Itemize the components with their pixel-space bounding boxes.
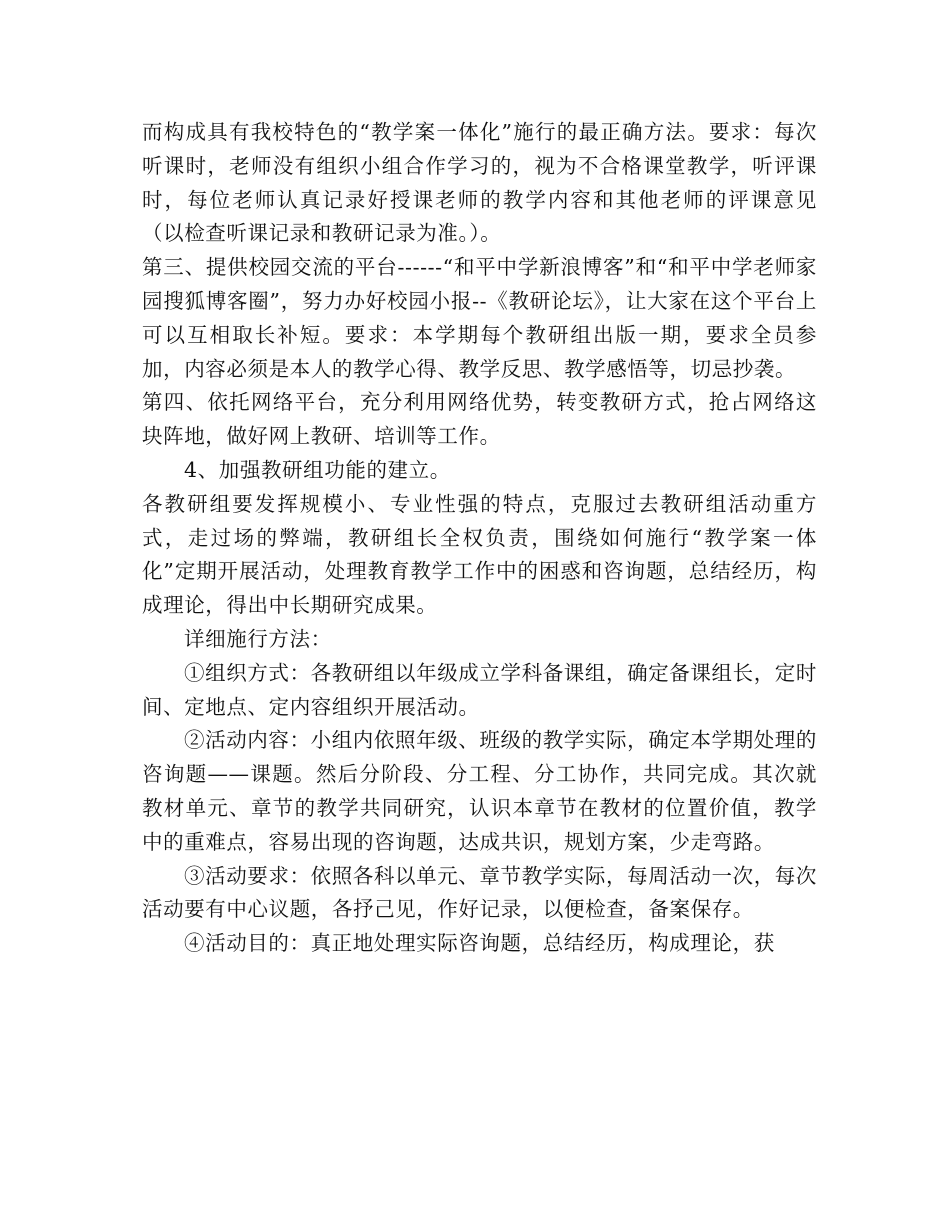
list-item-activity-content: ②活动内容：小组内依照年级、班级的教学实际，确定本学期处理的咨询题——课题。然后分阶段、分工程、分工协作，共同完成。其次就教材单元、章节的教学共同研究，认识本章节在教材的位置价值，教学中的重难点，容易出现的咨询题，达成共识，规划方案，少走弯路。 (142, 728, 817, 854)
document-body (142, 116, 817, 961)
list-item-activity-goal: ④活动目的：真正地处理实际咨询题，总结经历，构成理论，获 (184, 931, 775, 956)
subheading-implementation: 详细施行方法： (184, 626, 332, 651)
list-item-organization: ①组织方式：各教研组以年级成立学科备课组，确定备课组长，定时间、定地点、定内容组织开展活动。 (142, 660, 817, 719)
paragraph-third-platform: 第三、提供校园交流的平台------“和平中学新浪博客”和“和平中学老师家园搜狐博客圈”，努力办好校园小报--《教研论坛》，让大家在这个平台上可以互相取长补短。要求：本学期每个教研组出版一期，要求全员参加，内容必须是本人的教学心得、教学反思、教学感悟等，切忌抄袭。 (142, 255, 817, 381)
list-item-activity-requirement: ③活动要求：依照各科以单元、章节教学实际，每周活动一次，每次活动要有中心议题，各抒己见，作好记录，以便检查，备案保存。 (142, 863, 817, 922)
section-heading-4: 4、加强教研组功能的建立。 (184, 457, 451, 482)
paragraph-fourth-network: 第四、依托网络平台，充分利用网络优势，转变教研方式，抢占网络这块阵地，做好网上教研、培训等工作。 (142, 390, 817, 449)
paragraph-method-requirement: 而构成具有我校特色的“教学案一体化”施行的最正确方法。要求：每次听课时，老师没有组织小组合作学习的，视为不合格课堂教学，听评课时，每位老师认真记录好授课老师的教学内容和其他老师的评课意见（以检查听课记录和教研记录为准。）。 (142, 120, 817, 246)
paragraph-group-function: 各教研组要发挥规模小、专业性强的特点，克服过去教研组活动重方式，走过场的弊端，教研组长全权负责，围绕如何施行“教学案一体化”定期开展活动，处理教育教学工作中的困惑和咨询题，总结经历，构成理论，得出中长期研究成果。 (142, 491, 817, 618)
